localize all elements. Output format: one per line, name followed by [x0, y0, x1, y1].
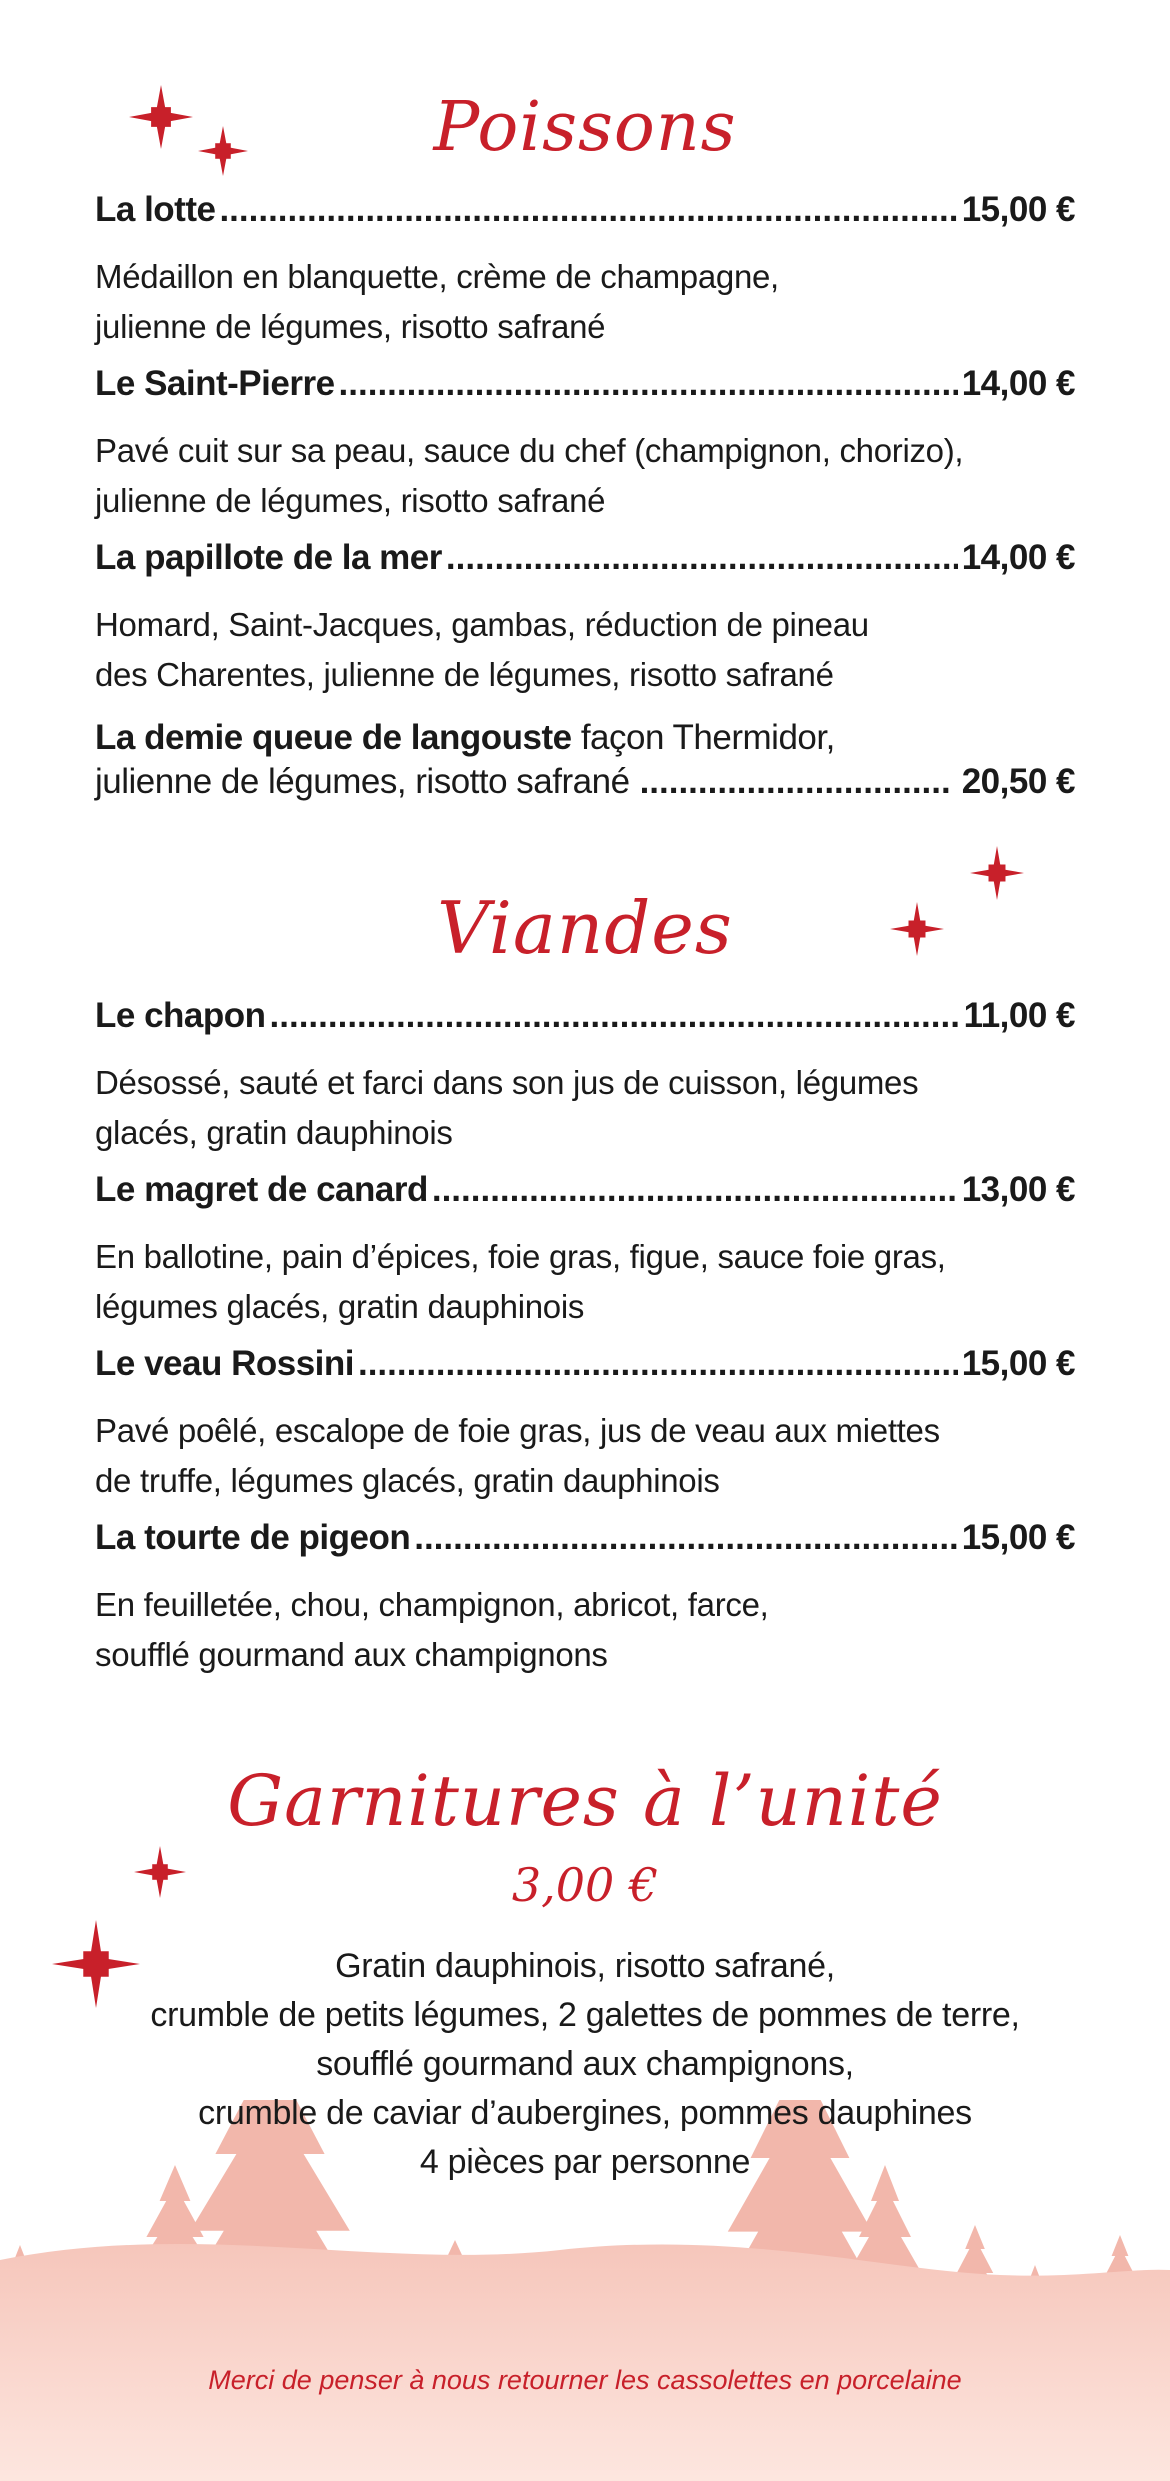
- section-title-viandes: Viandes: [437, 886, 733, 970]
- menu-item-le-saint-pierre: [95, 364, 1075, 404]
- menu-item-le-chapon: [95, 996, 1075, 1036]
- item-price: 15,00 €: [961, 1344, 1075, 1383]
- dot-leader: [219, 190, 957, 230]
- item-name: Le magret de canard: [95, 1170, 428, 1209]
- menu-item-le-magret-de-canard: [95, 1170, 1075, 1210]
- menu-item-le-veau-rossini: [95, 1344, 1075, 1384]
- item-description: julienne de légumes, risotto safrané: [95, 762, 630, 801]
- menu-item-la-lotte: [95, 190, 1075, 230]
- star-icon: [888, 900, 946, 958]
- item-price: 15,00 €: [961, 190, 1075, 229]
- item-name: La demie queue de langouste: [95, 718, 572, 757]
- item-price: 14,00 €: [961, 364, 1075, 403]
- item-name: La papillote de la mer: [95, 538, 442, 577]
- item-price: 13,00 €: [961, 1170, 1075, 1209]
- item-description: Homard, Saint-Jacques, gambas, réduction de pineau des Charentes, julienne de légumes, risotto safrané: [95, 606, 869, 693]
- item-description: En feuilletée, chou, champignon, abricot, farce, soufflé gourmand aux champignons: [95, 1586, 769, 1673]
- dot-leader: [358, 1344, 958, 1384]
- item-name: Le veau Rossini: [95, 1344, 354, 1383]
- item-price: 20,50 €: [961, 762, 1075, 801]
- item-description: Désossé, sauté et farci dans son jus de cuisson, légumes glacés, gratin dauphinois: [95, 1064, 919, 1151]
- item-name: La tourte de pigeon: [95, 1518, 411, 1557]
- item-name: Le chapon: [95, 996, 266, 1035]
- item-price: 11,00 €: [963, 996, 1075, 1035]
- menu-item-la-tourte-de-pigeon: [95, 1518, 1075, 1558]
- menu-item-langouste: [95, 718, 835, 758]
- item-description: Pavé cuit sur sa peau, sauce du chef (champignon, chorizo), julienne de légumes, risotto safrané: [95, 432, 964, 519]
- dot-leader: [446, 538, 958, 578]
- dot-leader: [432, 1170, 958, 1210]
- footer-note: Merci de penser à nous retourner les cassolettes en porcelaine: [208, 2365, 962, 2395]
- item-price: 15,00 €: [961, 1518, 1075, 1557]
- item-price: 14,00 €: [961, 538, 1075, 577]
- garnitures-list: Gratin dauphinois, risotto safrané, crumble de petits légumes, 2 galettes de pommes de terre, soufflé gourmand aux champignons, crumble de caviar d’aubergines, pommes dauphines 4 pièces par personne: [150, 1947, 1020, 2181]
- dot-leader: [339, 364, 958, 404]
- item-description: En ballotine, pain d’épices, foie gras, figue, sauce foie gras, légumes glacés, gratin dauphinois: [95, 1238, 946, 1325]
- star-icon: [132, 1844, 188, 1900]
- dot-leader: [270, 996, 960, 1036]
- item-description: Médaillon en blanquette, crème de champagne, julienne de légumes, risotto safrané: [95, 258, 779, 345]
- item-name: Le Saint-Pierre: [95, 364, 335, 403]
- star-icon: [196, 124, 250, 178]
- section-title-poissons: Poissons: [433, 88, 737, 167]
- section-title-garnitures: Garnitures à l’unité: [227, 1760, 943, 1842]
- garnitures-price: 3,00 €: [511, 1858, 659, 1912]
- dot-leader: [414, 1518, 957, 1558]
- menu-item-langouste-price-line: [95, 762, 1075, 802]
- menu-item-la-papillote-de-la-mer: [95, 538, 1075, 578]
- star-icon: [968, 844, 1026, 902]
- item-name-suffix: façon Thermidor,: [571, 718, 835, 757]
- dot-leader: [640, 762, 950, 802]
- item-description: Pavé poêlé, escalope de foie gras, jus de veau aux miettes de truffe, légumes glacés, gratin dauphinois: [95, 1412, 940, 1499]
- item-name: La lotte: [95, 190, 216, 229]
- star-icon: [126, 82, 196, 152]
